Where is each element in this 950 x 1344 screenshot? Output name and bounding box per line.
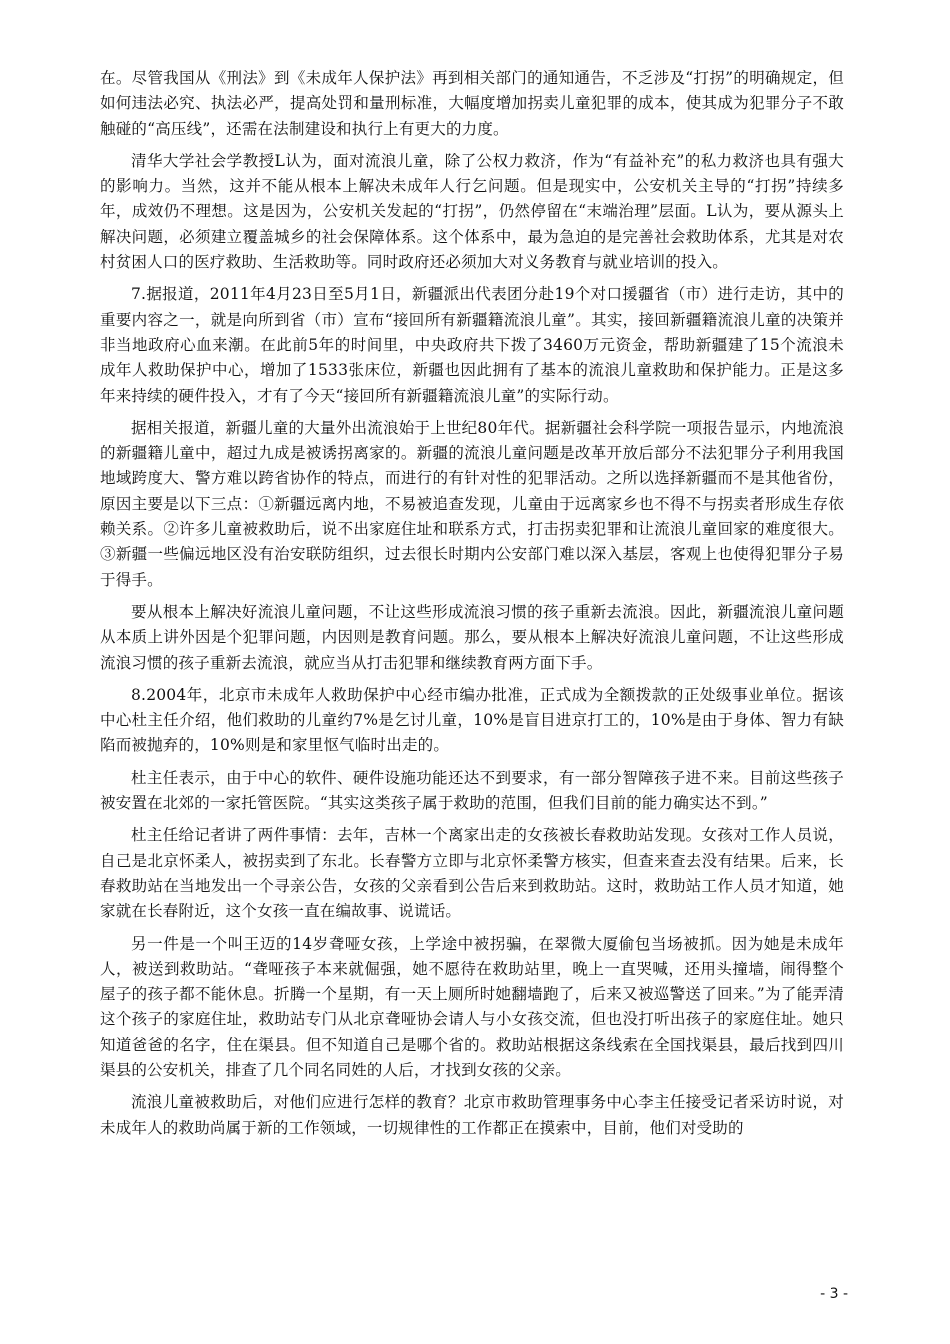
paragraph-8: 杜主任给记者讲了两件事情：去年，吉林一个离家出走的女孩被长春救助站发现。女孩对工作人员说，自己是北京怀柔人，被拐卖到了东北。长春警方立即与北京怀柔警方核实，但查来查去没有结果。后来，长春救助站在当地发出一个寻亲公告，女孩的父亲看到公告后来到救助站。这时，救助站工作人员才知道，她家就在长春附近，这个女孩一直在编故事、说谎话。 [100, 826, 844, 921]
paragraph-3: 7.据报道，2011年4月23日至5月1日，新疆派出代表团分赴19个对口援疆省（市）进行走访，其中的重要内容之一，就是向所到省（市）宣布“接回所有新疆籍流浪儿童”。其实，接回新疆籍流浪儿童的决策并非当地政府心血来潮。在此前5年的时间里，中央政府共下拨了3460万元资金，帮助新疆建了15个流浪未成年人救助保护中心，增加了1533张床位，新疆也因此拥有了基本的流浪儿童救助和保护能力。正是这多年来持续的硬件投入，才有了今天“接回所有新疆籍流浪儿童”的实际行动。 [100, 285, 844, 405]
paragraph-4: 据相关报道，新疆儿童的大量外出流浪始于上世纪80年代。据新疆社会科学院一项报告显示，内地流浪的新疆籍儿童中，超过九成是被诱拐离家的。新疆的流浪儿童问题是改革开放后部分不法犯罪分子利用我国地域跨度大、警方难以跨省协作的特点，而进行的有针对性的犯罪活动。之所以选择新疆而不是其他省份，原因主要是以下三点：①新疆远离内地，不易被追查发现，儿童由于远离家乡也不得不与拐卖者形成生存依赖关系。②许多儿童被救助后，说不出家庭住址和联系方式，打击拐卖犯罪和让流浪儿童回家的难度很大。③新疆一些偏远地区没有治安联防组织，过去很长时期内公安部门难以深入基层，客观上也使得犯罪分子易于得手。 [100, 418, 844, 589]
paragraph-10: 流浪儿童被救助后，对他们应进行怎样的教育？北京市救助管理事务中心李主任接受记者采访时说，对未成年人的救助尚属于新的工作领域，一切规律性的工作都正在摸索中，目前，他们对受助的 [100, 1093, 844, 1137]
paragraph-9: 另一件是一个叫王迈的14岁聋哑女孩，上学途中被拐骗，在翠微大厦偷包当场被抓。因为她是未成年人，被送到救助站。“聋哑孩子本来就倔强，她不愿待在救助站里，晚上一直哭喊，还用头撞墙，闹得整个屋子的孩子都不能休息。折腾一个星期，有一天上厕所时她翻墙跑了，后来又被巡警送了回来。”为了能弄清这个孩子的家庭住址，救助站专门从北京聋哑协会请人与小女孩交流，但也没打听出孩子的家庭住址。她只知道爸爸的名字，住在渠县。但不知道自己是哪个省的。救助站根据这条线索在全国找渠县，最后找到四川渠县的公安机关，排查了几个同名同姓的人后，才找到女孩的父亲。 [100, 934, 844, 1079]
paragraph-7: 杜主任表示，由于中心的软件、硬件设施功能还达不到要求，有一部分智障孩子进不来。目前这些孩子被安置在北郊的一家托管医院。“其实这类孩子属于救助的范围，但我们目前的能力确实达不到。” [100, 768, 844, 813]
document-body [100, 66, 844, 1148]
paragraph-6: 8.2004年，北京市未成年人救助保护中心经市编办批准，正式成为全额拨款的正处级事业单位。据该中心杜主任介绍，他们救助的儿童约7%是乞讨儿童，10%是盲目进京打工的，10%是由于身体、智力有缺陷而被抛弃的，10%则是和家里怄气临时出走的。 [100, 685, 844, 755]
paragraph-1: 在。尽管我国从《刑法》到《未成年人保护法》再到相关部门的通知通告，不乏涉及“打拐”的明确规定，但如何违法必究、执法必严，提高处罚和量刑标准，大幅度增加拐卖儿童犯罪的成本，使其成为犯罪分子不敢触碰的“高压线”，还需在法制建设和执行上有更大的力度。 [100, 69, 844, 138]
page-number: - 3 - [820, 1286, 848, 1302]
paragraph-5: 要从根本上解决好流浪儿童问题，不让这些形成流浪习惯的孩子重新去流浪。因此，新疆流浪儿童问题从本质上讲外因是个犯罪问题，内因则是教育问题。那么，要从根本上解决好流浪儿童问题，不让这些形成流浪习惯的孩子重新去流浪，就应当从打击犯罪和继续教育两方面下手。 [100, 602, 844, 672]
paragraph-2: 清华大学社会学教授L认为，面对流浪儿童，除了公权力救济，作为“有益补充”的私力救济也具有强大的影响力。当然，这并不能从根本上解决未成年人行乞问题。但是现实中，公安机关主导的“打拐”持续多年，成效仍不理想。这是因为，公安机关发起的“打拐”，仍然停留在“末端治理”层面。L认为，要从源头上解决问题，必须建立覆盖城乡的社会保障体系。这个体系中，最为急迫的是完善社会救助体系，尤其是对农村贫困人口的医疗救助、生活救助等。同时政府还必须加大对义务教育与就业培训的投入。 [100, 151, 844, 272]
